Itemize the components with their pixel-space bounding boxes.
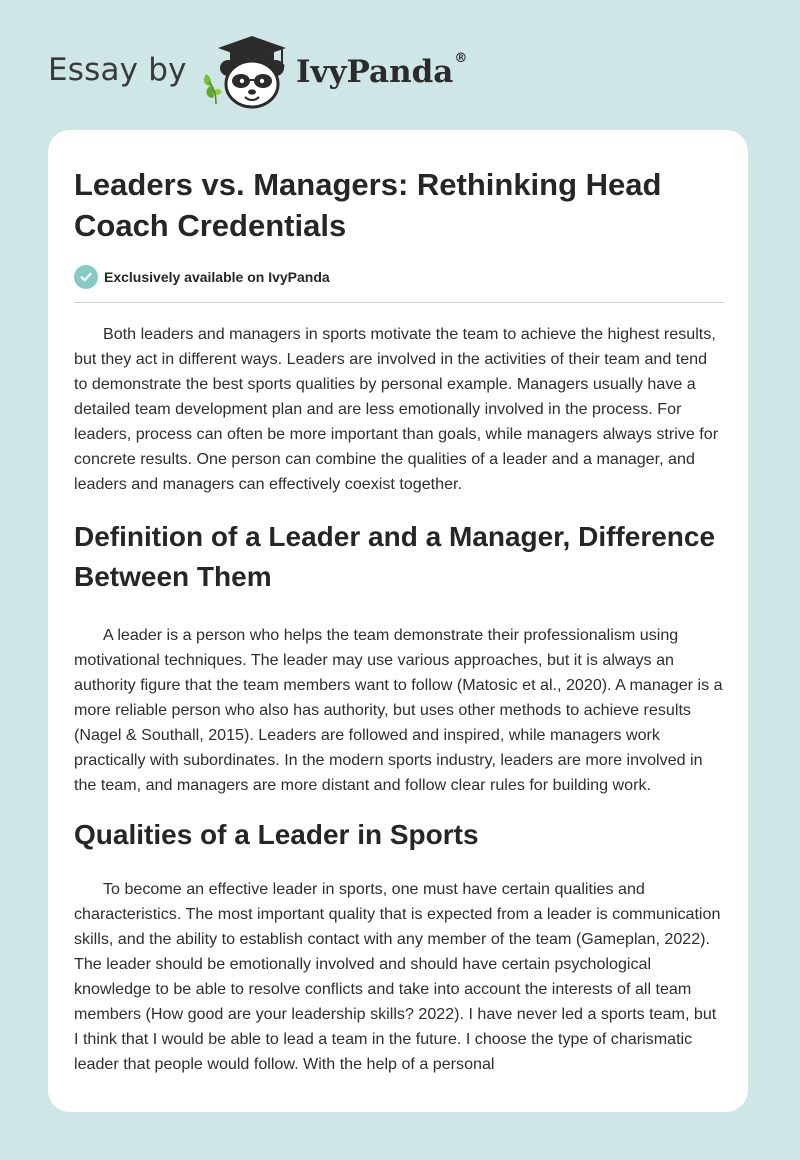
section-paragraph: A leader is a person who helps the team demonstrate their professionalism using motivational techniques. The leader may use various approaches, but it is always an authority figure that the team members want to follow (Matosic et al., 2020). A manager is a more reliable person who also has authority, but uses other methods to achieve results (Nagel & Southall, 2015). Leaders are followed and inspired, while managers work practically with subordinates. In the modern sports industry, leaders are more involved in the team, and managers are more distant and follow clear rules for building work. (74, 626, 723, 794)
ivypanda-panda-logo-icon (200, 34, 292, 110)
essay-by-label: Essay by (48, 52, 187, 88)
title-divider (74, 302, 724, 303)
exclusive-badge (74, 264, 330, 290)
exclusive-label: Exclusively available on IvyPanda (104, 269, 330, 285)
section-heading: Definition of a Leader and a Manager, Difference Between Them (74, 521, 716, 592)
brand-name (296, 51, 468, 90)
registered-mark: ® (454, 51, 468, 66)
site-header (0, 0, 800, 130)
section-paragraph: To become an effective leader in sports, one must have certain qualities and characteristics. The most important quality that is expected from a leader is communication skills, and the ability to establish contact with any member of the team (Gameplan, 2022). The leader should be emotionally involved and should have certain psychological knowledge to be able to resolve conflicts and take into account the interests of all team members (How good are your leadership skills? 2022). I have never led a sports team, but I think that I would be able to lead a team in the future. I choose the type of charismatic leader that people would follow. With the help of a personal (74, 880, 721, 1073)
essay-title: Leaders vs. Managers: Rethinking Head Coach Credentials (74, 167, 662, 243)
check-circle-icon (74, 265, 98, 289)
intro-paragraph: Both leaders and managers in sports motivate the team to achieve the highest results, but they act in different ways. Leaders are involved in the activities of their team and tend to demonstrate the best sports qualities by personal example. Managers usually have a detailed team development plan and are less emotionally involved in the process. For leaders, process can often be more important than goals, while managers always strive for concrete results. One person can combine the qualities of a leader and a manager, and leaders and managers can effectively coexist together. (74, 325, 719, 493)
section-heading: Qualities of a Leader in Sports (74, 819, 479, 850)
essay-card (48, 130, 748, 1112)
brand-text: IvyPanda (296, 54, 454, 90)
essay-body (74, 322, 724, 1077)
